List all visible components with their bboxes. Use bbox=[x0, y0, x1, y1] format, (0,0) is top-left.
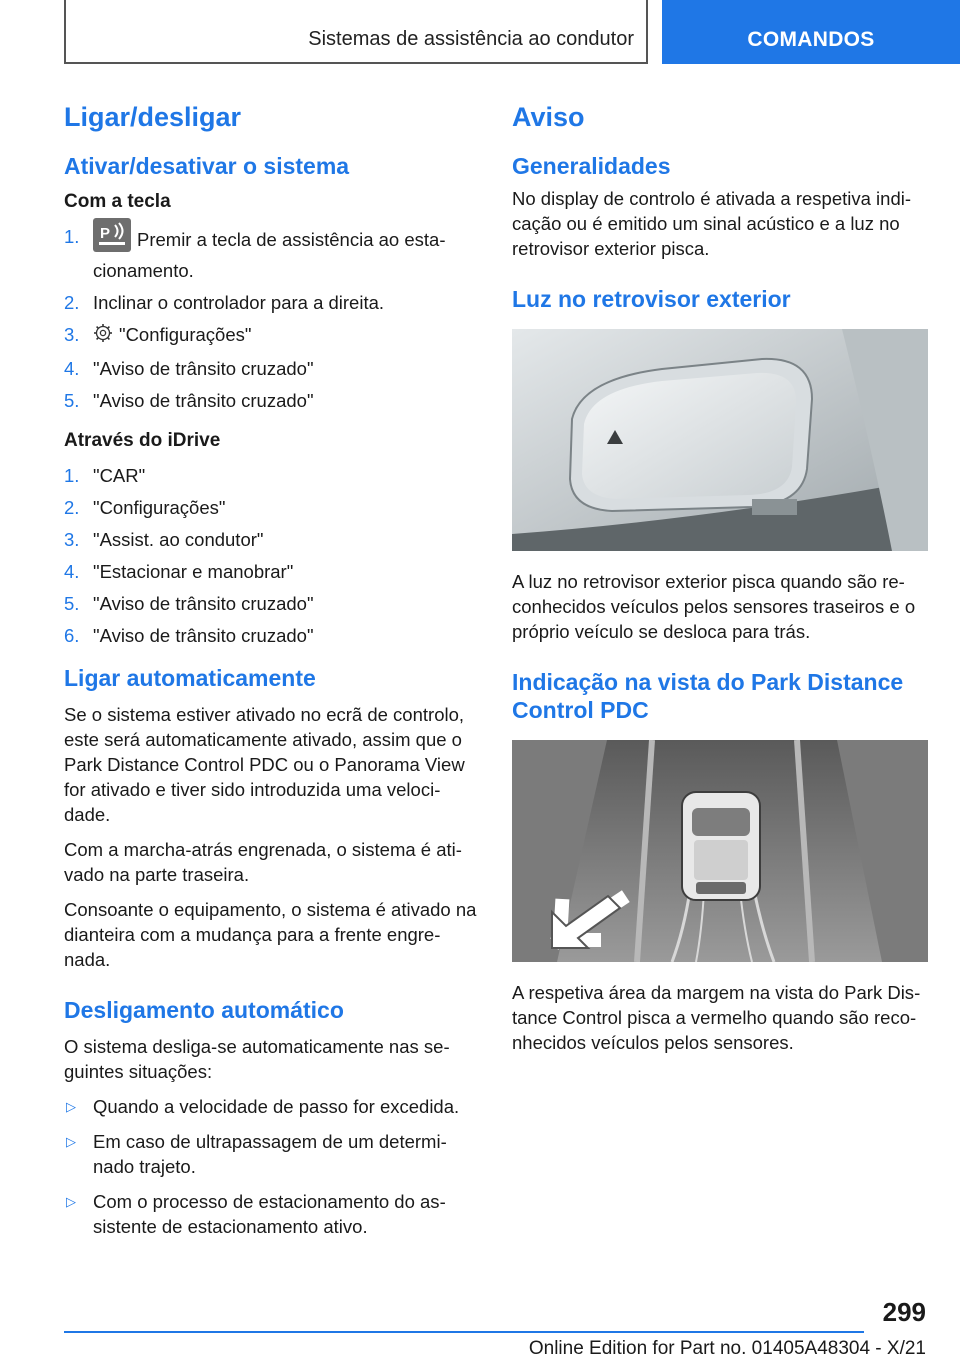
heading-ativar-desativar: Ativar/desativar o sistema bbox=[64, 153, 350, 179]
triangle-right-icon: ▷ bbox=[66, 1134, 76, 1150]
heading-com-a-tecla: Com a tecla bbox=[64, 191, 171, 212]
button-steps-list bbox=[64, 224, 480, 413]
page-number: 299 bbox=[882, 1297, 926, 1327]
step-text: "Assist. ao condutor" bbox=[93, 529, 264, 551]
list-item bbox=[64, 1094, 480, 1119]
step-number: 5. bbox=[64, 390, 80, 412]
list-item bbox=[64, 559, 480, 584]
step-number: 6. bbox=[64, 625, 80, 647]
pdc-view-illustration bbox=[512, 740, 928, 962]
list-item bbox=[64, 290, 480, 315]
step-number: 2. bbox=[64, 497, 80, 519]
heading-generalidades: Generalidades bbox=[512, 153, 671, 179]
step-number: 1. bbox=[64, 226, 80, 247]
footer-edition: Online Edition for Part no. 01405A48304 - X/21 bbox=[528, 1338, 926, 1359]
heading-ligar-desligar: Ligar/desligar bbox=[64, 102, 242, 132]
step-number: 5. bbox=[64, 593, 80, 615]
auto-on-paragraph-2: Com a marcha-atrás engrenada, o sistema é ativado na parte traseira. bbox=[64, 839, 462, 886]
pdc-paragraph: A respetiva área da margem na vista do Park Distance Control pisca a vermelho quando são reconhecidos veículos pelos sensores. bbox=[512, 982, 921, 1053]
list-item bbox=[64, 1129, 480, 1179]
auto-on-paragraph-3: Consoante o equipamento, o sistema é ativado na dianteira com a mudança para a frente engrenada. bbox=[64, 899, 477, 971]
list-item bbox=[64, 356, 480, 381]
bullet-text: Em caso de ultrapassagem de um determinado trajeto. bbox=[93, 1131, 447, 1178]
triangle-right-icon: ▷ bbox=[66, 1194, 76, 1210]
header-section-title: Sistemas de assistência ao condutor bbox=[308, 28, 634, 50]
step-text: "Aviso de trânsito cruzado" bbox=[93, 358, 314, 380]
heading-aviso: Aviso bbox=[512, 102, 585, 132]
list-item bbox=[64, 1189, 480, 1239]
heading-atraves-idrive: Através do iDrive bbox=[64, 430, 221, 452]
heading-ligar-automaticamente: Ligar automaticamente bbox=[64, 665, 316, 692]
list-item bbox=[64, 463, 480, 488]
mirror-illustration bbox=[512, 329, 928, 551]
parking-assist-button-icon bbox=[93, 218, 131, 252]
triangle-right-icon: ▷ bbox=[66, 1099, 76, 1115]
gear-icon bbox=[93, 323, 113, 349]
auto-off-paragraph: O sistema desliga-se automaticamente nas seguintes situações: bbox=[64, 1036, 450, 1083]
auto-off-bullet-list bbox=[64, 1094, 480, 1239]
svg-text:P: P bbox=[100, 225, 111, 242]
step-number: 3. bbox=[64, 529, 80, 551]
step-text: "Aviso de trânsito cruzado" bbox=[93, 625, 314, 647]
step-text: "Estacionar e manobrar" bbox=[93, 561, 294, 583]
step-text: Premir a tecla de assistência ao estacionamento. bbox=[93, 228, 446, 281]
list-item bbox=[64, 322, 480, 349]
list-item bbox=[64, 591, 480, 616]
general-paragraph: No display de controlo é ativada a respetiva indicação ou é emitido um sinal acústico e a luz no retrovisor exterior pisca. bbox=[512, 188, 912, 259]
footer-divider bbox=[64, 1331, 864, 1333]
header-category-box bbox=[662, 0, 960, 64]
step-text: "Aviso de trânsito cruzado" bbox=[93, 390, 314, 412]
step-number: 2. bbox=[64, 292, 80, 313]
bullet-text: Com o processo de estacionamento do assistente de estacionamento ativo. bbox=[93, 1191, 446, 1238]
list-item bbox=[64, 495, 480, 520]
heading-desligamento-automatico: Desligamento automático bbox=[64, 997, 344, 1024]
step-number: 3. bbox=[64, 324, 80, 345]
step-text: "CAR" bbox=[93, 465, 146, 487]
step-number: 1. bbox=[64, 465, 80, 487]
step-number: 4. bbox=[64, 561, 80, 583]
header-section-box bbox=[64, 0, 648, 64]
auto-on-paragraph-1: Se o sistema estiver ativado no ecrã de controlo, este será automaticamente ativado, assim que o Park Distance Control PDC ou o Panorama View for ativado e tiver sido introduzida uma velocidade. bbox=[64, 704, 465, 826]
list-item bbox=[64, 388, 480, 413]
step-text: "Configurações" bbox=[93, 497, 226, 519]
step-text: "Configurações" bbox=[119, 324, 252, 345]
mirror-paragraph: A luz no retrovisor exterior pisca quando são reconhecidos veículos pelos sensores traseiros e o próprio veículo se desloca para trás. bbox=[512, 571, 916, 642]
bullet-text: Quando a velocidade de passo for excedida. bbox=[93, 1096, 460, 1118]
list-item bbox=[64, 527, 480, 552]
step-text: "Aviso de trânsito cruzado" bbox=[93, 593, 314, 615]
header-category: COMANDOS bbox=[747, 28, 875, 51]
step-number: 4. bbox=[64, 358, 80, 380]
idrive-steps-list bbox=[64, 463, 480, 648]
heading-indicacao-pdc: Indicação na vista do Park Distance Control PDC bbox=[512, 669, 904, 723]
heading-luz-retrovisor: Luz no retrovisor exterior bbox=[512, 286, 791, 312]
list-item bbox=[64, 224, 480, 283]
left-column bbox=[64, 100, 480, 1249]
right-column bbox=[512, 100, 928, 1065]
step-text: Inclinar o controlador para a direita. bbox=[93, 292, 385, 313]
list-item bbox=[64, 623, 480, 648]
